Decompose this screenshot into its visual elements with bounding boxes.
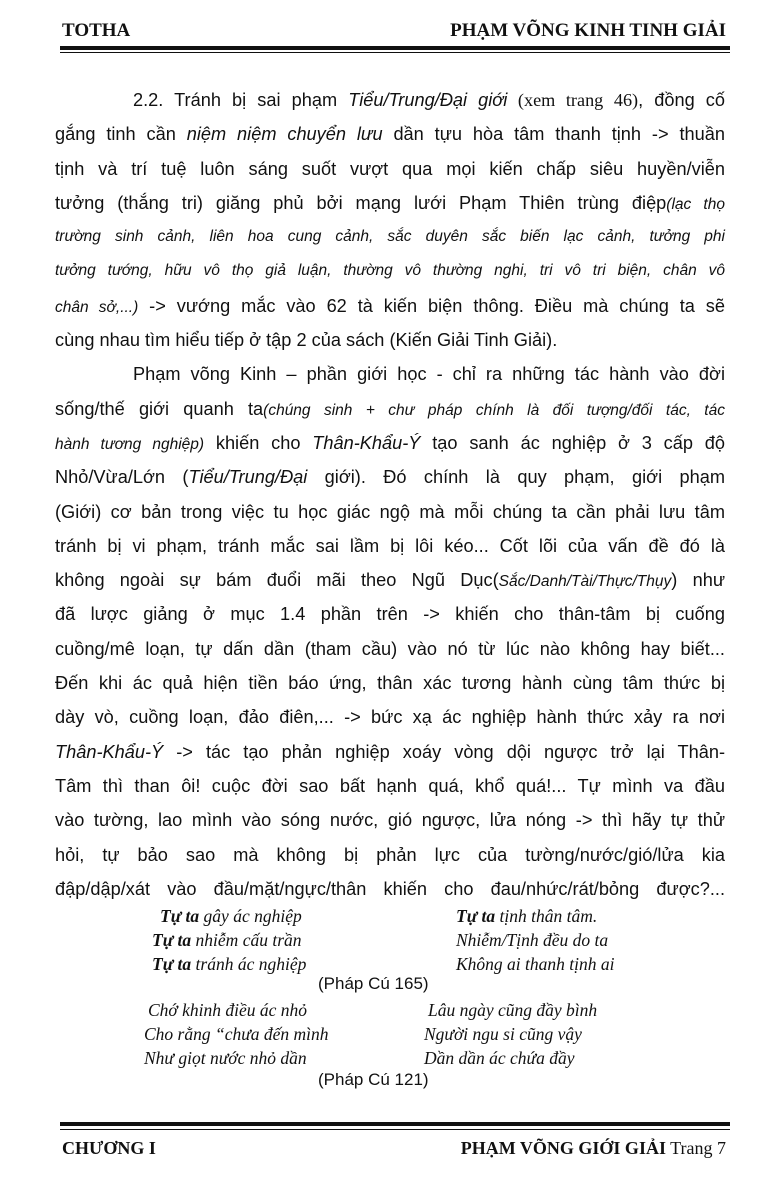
p2-line-11: dày vò, cuồng loạn, đảo điên,... -> bức xạ ác nghiệp hành thức xảy ra nơi [55, 707, 725, 728]
verse1-left-1: Tự ta gây ác nghiệp [160, 906, 302, 926]
running-header [62, 20, 726, 46]
p2-line-8: đã lược giảng ở mục 1.4 phần trên -> khiến cho thân-tâm bị cuống [55, 604, 725, 625]
header-book-title: PHẠM VÕNG KINH TINH GIẢI [450, 20, 726, 41]
p2-line-12: Thân-Khẩu-Ý -> tác tạo phản nghiệp xoáy vòng dội ngược trở lại Thân- [55, 741, 725, 762]
verse1-right-3: Không ai thanh tịnh ai [456, 954, 615, 974]
verse1-left-3: Tự ta tránh ác nghiệp [152, 954, 307, 974]
p2-line-2: sống/thế giới quanh ta(chúng sinh + chư pháp chính là đối tượng/đối tác, tác [55, 398, 725, 419]
verse1-source: (Pháp Cú 165) [318, 974, 429, 993]
p1-line-5: trường sinh cảnh, liên hoa cung cảnh, sắc duyên sắc biến lạc cảnh, tưởng phi [55, 228, 725, 246]
p1-line-1: 2.2. Tránh bị sai phạm Tiểu/Trung/Đại giới (xem trang 46), đồng cố [133, 90, 726, 110]
footer-section-title: PHẠM VÕNG GIỚI GIẢI [460, 1138, 666, 1158]
header-rule-thick [60, 46, 730, 50]
p2-line-4: Nhỏ/Vừa/Lớn (Tiểu/Trung/Đại giới). Đó chính là quy phạm, giới phạm [55, 467, 725, 488]
p1-line-6: tưởng tướng, hữu vô thọ giả luận, thường vô thường nghi, tri vô tri biện, chân vô [55, 262, 725, 280]
p1-line-4: tưởng (thắng tri) giăng phủ bởi mạng lưới Phạm Thiên trùng điệp(lạc thọ [55, 192, 725, 213]
p1-line-2: gắng tinh cần niệm niệm chuyển lưu dần tựu hòa tâm thanh tịnh -> thuần [55, 124, 725, 145]
verse2-right-1: Lâu ngày cũng đầy bình [428, 1000, 598, 1020]
verse1-right-2: Nhiễm/Tịnh đều do ta [456, 930, 609, 950]
header-rule-thin [60, 52, 730, 53]
verse2-right-2: Người ngu si cũng vậy [424, 1024, 582, 1044]
body-text [55, 83, 725, 906]
p2-line-7: không ngoài sự bám đuổi mãi theo Ngũ Dục(Sắc/Danh/Tài/Thực/Thụy) như [55, 570, 726, 591]
page-number: Trang 7 [670, 1138, 726, 1158]
p2-line-16: đập/dập/xát vào đầu/mặt/ngực/thân khiến cho đau/nhức/rát/bỏng được?... [55, 878, 725, 899]
verse2-left-3: Như giọt nước nhỏ dần [144, 1048, 307, 1068]
p2-line-9: cuồng/mê loạn, tự dấn dần (tham cầu) vào nó từ lúc nào không hay biết... [55, 638, 725, 659]
verse2-left-1: Chớ khinh điều ác nhỏ [148, 1000, 308, 1020]
p2-line-6: tránh bị vi phạm, tránh mắc sai lầm bị lôi kéo... Cốt lõi của vấn đề đó là [55, 535, 725, 556]
p1-line-8: cùng nhau tìm hiểu tiếp ở tập 2 của sách (Kiến Giải Tinh Giải). [55, 330, 558, 351]
p2-line-5: (Giới) cơ bản trong việc tu học giác ngộ mà mỗi chúng ta cần phải lưu tâm [55, 501, 725, 522]
running-footer [62, 1138, 726, 1164]
footer-chapter: CHƯƠNG I [62, 1138, 156, 1158]
verse2-source: (Pháp Cú 121) [318, 1070, 429, 1089]
p2-line-1: Phạm võng Kinh – phần giới học - chỉ ra những tác hành vào đời [133, 364, 725, 385]
p2-line-10: Đến khi ác quả hiện tiền báo ứng, thân xác tương hành cùng tâm thức bị [55, 673, 725, 694]
p2-line-14: vào tường, lao mình vào sóng nước, gió ngược, lửa nóng -> thì hãy tự thử [55, 810, 725, 831]
footer-rule-thick [60, 1122, 730, 1126]
verse1-right-1: Tự ta tịnh thân tâm. [456, 906, 598, 926]
p2-line-15: hỏi, tự bảo sao mà không bị phản lực của tường/nước/gió/lửa kia [55, 844, 725, 865]
footer-rule-thin [60, 1129, 730, 1130]
p2-line-13: Tâm thì than ôi! cuộc đời sao bất hạnh quá, khổ quá!... Tự mình va đầu [55, 775, 725, 796]
verse2-left-2: Cho rằng “chưa đến mình [144, 1024, 329, 1044]
p2-line-3: hành tương nghiệp) khiến cho Thân-Khẩu-Ý tạo sanh ác nghiệp ở 3 cấp độ [55, 432, 726, 453]
p1-line-7: chân sở,...) -> vướng mắc vào 62 tà kiến biện thông. Điều mà chúng ta sẽ [55, 295, 725, 316]
p1-line-3: tịnh và trí tuệ luôn sáng suốt vượt qua mọi kiến chấp siêu huyền/viễn [55, 158, 725, 179]
header-author: TOTHA [62, 20, 131, 41]
footer-section [461, 1138, 726, 1159]
verse1-left-2: Tự ta nhiễm cấu trần [152, 930, 302, 950]
verse2-right-3: Dần dần ác chứa đầy [424, 1048, 575, 1068]
